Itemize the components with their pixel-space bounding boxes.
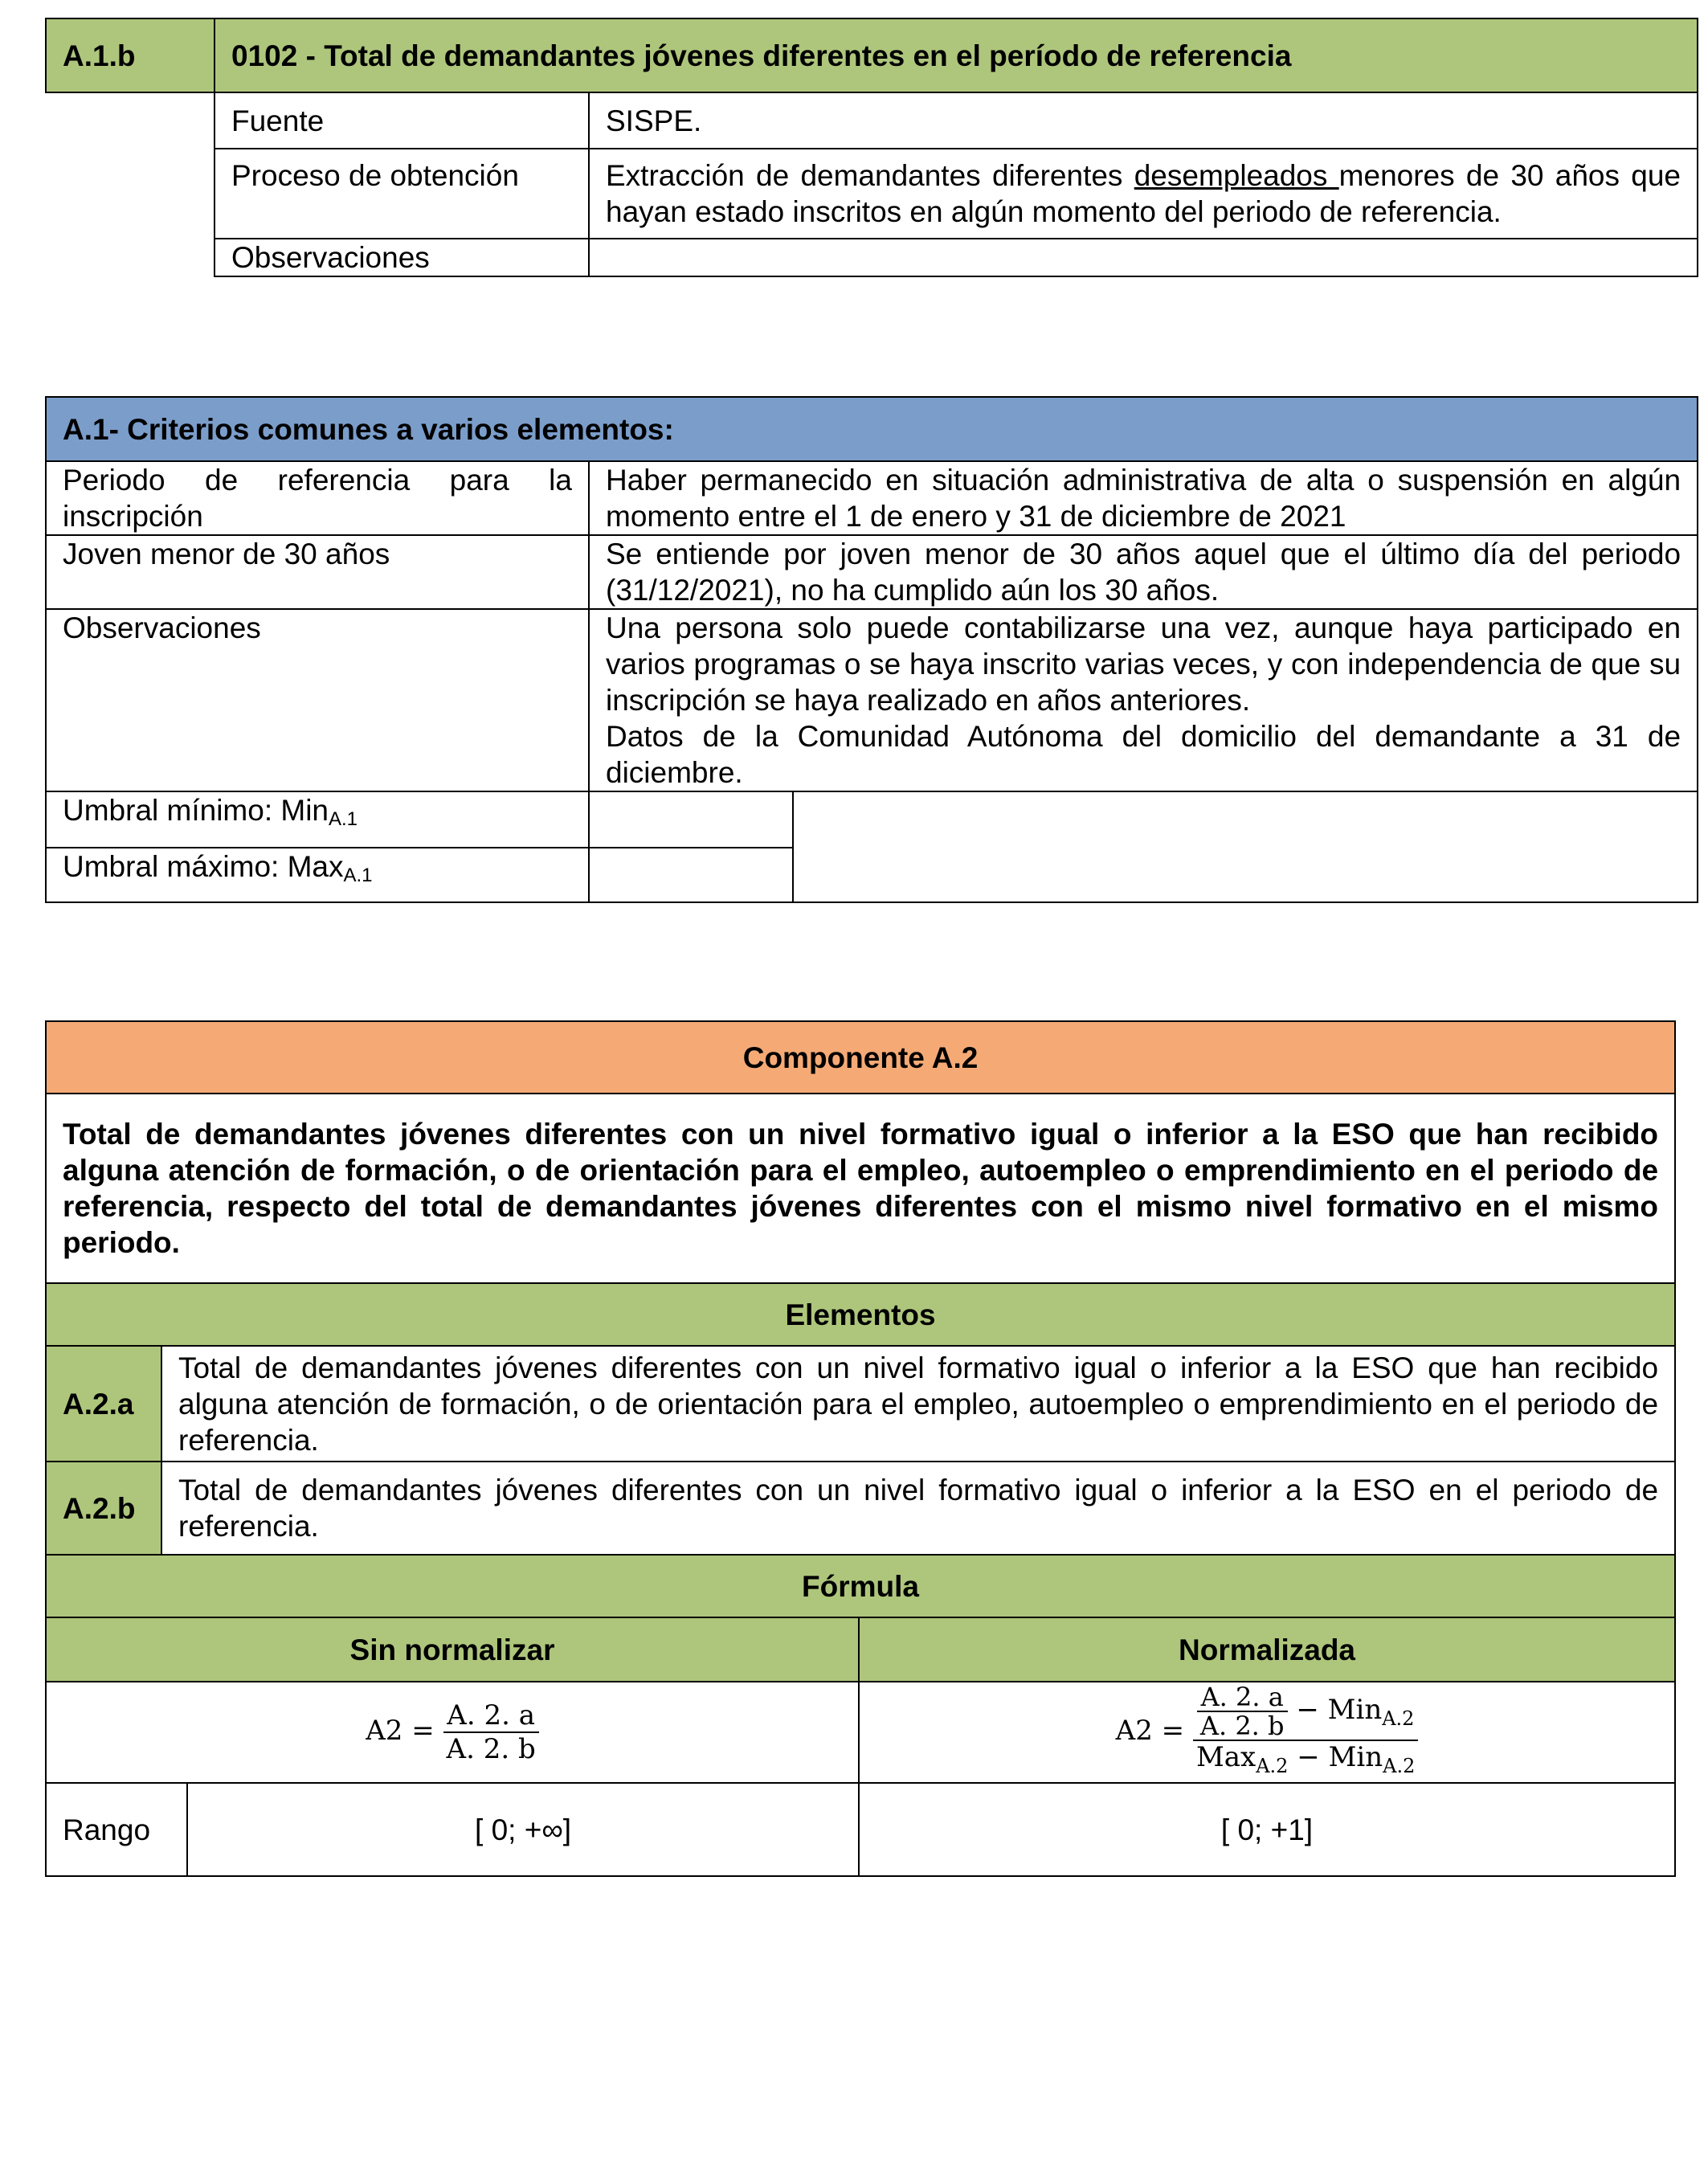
proceso-text-underlined: desempleados: [1134, 159, 1339, 192]
a1b-proceso-label: Proceso de obtención: [215, 149, 589, 239]
element-text-a2a: Total de demandantes jóvenes diferentes con un nivel formativo igual o inferior a la ESO que han recibido alguna atención de formación, o de orientación para el empleo, autoempleo o emprendimiento en el periodo de referencia.: [161, 1346, 1675, 1462]
rango-label: Rango: [46, 1783, 187, 1876]
a1b-fuente-value: SISPE.: [589, 92, 1698, 149]
criteria-periodo-value: Haber permanecido en situación administrativa de alta o suspensión en algún momento entre el 1 de enero y 31 de diciembre de 2021: [589, 461, 1698, 535]
formula-normalizada: [859, 1682, 1675, 1783]
observaciones-paragraph-2: Datos de la Comunidad Autónoma del domicilio del demandante a 31 de diciembre.: [606, 720, 1681, 789]
rango-sin-normalizar: [ 0; +∞]: [187, 1783, 859, 1876]
criteria-joven-label: Joven menor de 30 años: [46, 535, 589, 609]
proceso-text-post: menores de 30 años que hayan estado inscritos en algún momento del periodo de referencia.: [606, 159, 1681, 228]
formula-sin-normalizar: [46, 1682, 859, 1783]
a2-description: Total de demandantes jóvenes diferentes con un nivel formativo igual o inferior a la ESO que han recibido alguna atención de formación, o de orientación para el empleo, autoempleo o emprendimiento en el periodo de referencia, respecto del total de demandantes jóvenes diferentes con el mismo nivel formativo en el mismo periodo.: [46, 1094, 1675, 1283]
element-text-a2b: Total de demandantes jóvenes diferentes con un nivel formativo igual o inferior a la ESO en el periodo de referencia.: [161, 1462, 1675, 1555]
a1b-observaciones-value: [589, 239, 1698, 276]
formula-lhs: A2 =: [366, 1715, 435, 1747]
col-normalizada: Normalizada: [859, 1617, 1675, 1682]
umbral-min-value: [589, 791, 793, 848]
table-a1-criteria: [45, 396, 1698, 903]
criteria-periodo-label: Periodo de referencia para la inscripción: [46, 461, 589, 535]
proceso-text-pre: Extracción de demandantes diferentes: [606, 159, 1134, 192]
criteria-observaciones-label: Observaciones: [46, 609, 589, 791]
col-sin-normalizar: Sin normalizar: [46, 1617, 859, 1682]
a2-title: Componente A.2: [46, 1021, 1675, 1094]
umbral-blank-cell: [793, 791, 1698, 902]
umbral-min-label: Umbral mínimo: Min$_{A.1}$: [46, 791, 589, 848]
a1b-code: A.1.b: [46, 18, 215, 92]
criteria-title: A.1- Criterios comunes a varios elementos:: [46, 397, 1698, 461]
a1b-fuente-label: Fuente: [215, 92, 589, 149]
formula-norm-fraction: $\frac{A. 2. a}{A. 2. b}$ − Min$_{A.2}$ Max$_{A.2}$ − Min$_{A.2}$: [1193, 1683, 1418, 1782]
formula-header: Fórmula: [46, 1555, 1675, 1617]
umbral-max-label: Umbral máximo: Max$_{A.1}$: [46, 848, 589, 902]
a1b-title: 0102 - Total de demandantes jóvenes diferentes en el período de referencia: [215, 18, 1698, 92]
table-a1b: [45, 18, 1698, 277]
elementos-header: Elementos: [46, 1283, 1675, 1346]
a1b-observaciones-label: Observaciones: [215, 239, 589, 276]
umbral-max-value: [589, 848, 793, 902]
element-code-a2b: A.2.b: [46, 1462, 161, 1555]
element-code-a2a: A.2.a: [46, 1346, 161, 1462]
formula-norm-lhs: A2 =: [1115, 1715, 1185, 1747]
criteria-joven-value: Se entiende por joven menor de 30 años aquel que el último día del periodo (31/12/2021), no ha cumplido aún los 30 años.: [589, 535, 1698, 609]
observaciones-paragraph-1: Una persona solo puede contabilizarse una vez, aunque haya participado en varios programas o se haya inscrito varias veces, y con independencia de que su inscripción se haya realizado en años anteriores.: [606, 611, 1681, 717]
rango-normalizada: [ 0; +1]: [859, 1783, 1675, 1876]
table-a2: [45, 1020, 1676, 1877]
a1b-proceso-value: [589, 149, 1698, 239]
formula-fraction: $\frac{A. 2. a}{A. 2. b}$: [443, 1699, 539, 1765]
criteria-observaciones-value: [589, 609, 1698, 791]
